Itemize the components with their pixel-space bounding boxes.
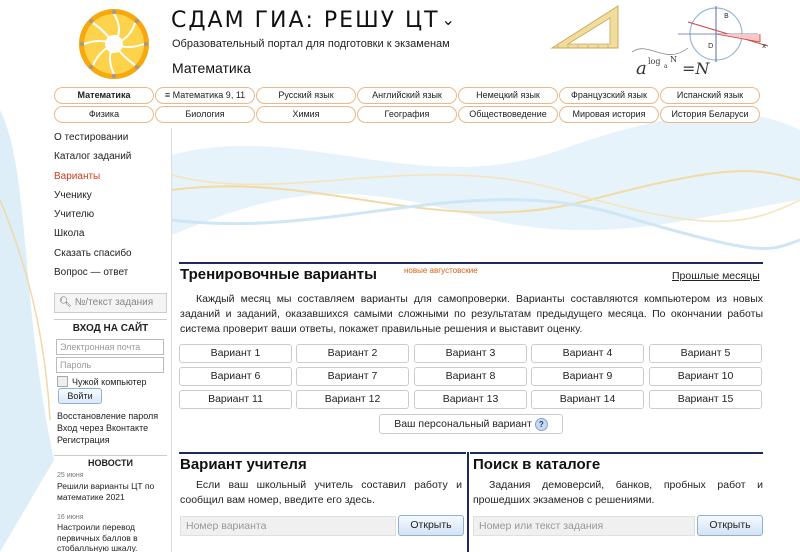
- svg-text:a: a: [636, 58, 647, 79]
- login-button[interactable]: Войти: [58, 388, 102, 404]
- login-heading: ВХОД НА САЙТ: [54, 319, 167, 337]
- open-catalog-button[interactable]: Открыть: [697, 515, 763, 536]
- sidebar-item-school[interactable]: Школа: [54, 228, 85, 240]
- register-link[interactable]: Регистрация: [57, 435, 110, 445]
- teacher-variant-title: Вариант учителя: [180, 456, 307, 473]
- tab-mathematics[interactable]: Математика: [54, 87, 154, 104]
- teacher-variant-text: Если ваш школьный учитель составил работу и сообщил вам номер, введите его здесь.: [180, 479, 462, 506]
- tab-french[interactable]: Французский язык: [559, 87, 659, 104]
- variant-button[interactable]: Вариант 6: [179, 367, 292, 386]
- checkbox[interactable]: [57, 376, 68, 387]
- site-logo-sun[interactable]: [74, 6, 154, 82]
- sidebar-item-about[interactable]: О тестировании: [54, 132, 129, 143]
- svg-text:x: x: [762, 42, 767, 50]
- section-rule: [179, 452, 466, 454]
- svg-text:=N: =N: [682, 59, 710, 78]
- tab-german[interactable]: Немецкий язык: [458, 87, 558, 104]
- variant-button[interactable]: Вариант 1: [179, 344, 292, 363]
- variant-button[interactable]: Вариант 4: [531, 344, 644, 363]
- tab-mathematics-9-11[interactable]: ≡ Математика 9, 11: [155, 87, 255, 104]
- variant-button[interactable]: Вариант 15: [649, 390, 762, 409]
- variant-button[interactable]: Вариант 13: [414, 390, 527, 409]
- svg-text:D: D: [708, 42, 714, 50]
- remember-checkbox-row[interactable]: Чужой компьютер: [57, 376, 147, 387]
- task-search-input[interactable]: 🔍︎ №/текст задания: [54, 293, 167, 313]
- sidebar-item-thanks[interactable]: Сказать спасибо: [54, 247, 132, 259]
- page-title: Тренировочные варианты: [180, 266, 377, 283]
- variant-button[interactable]: Вариант 10: [649, 367, 762, 386]
- tab-chemistry[interactable]: Химия: [256, 106, 356, 123]
- variant-number-input[interactable]: Номер варианта: [180, 516, 396, 536]
- help-icon[interactable]: ?: [535, 418, 548, 431]
- email-field[interactable]: Электронная почта: [56, 339, 164, 355]
- personal-variant-button[interactable]: Ваш персональный вариант ?: [379, 414, 563, 434]
- tab-geography[interactable]: География: [357, 106, 457, 123]
- new-badge: новые августовские: [404, 266, 478, 275]
- tab-physics[interactable]: Физика: [54, 106, 154, 123]
- catalog-search-text: Задания демоверсий, банков, пробных работ и прошедших экзаменов с решениями.: [473, 479, 763, 506]
- tab-spanish[interactable]: Испанский язык: [660, 87, 760, 104]
- restore-password-link[interactable]: Восстановление пароля: [57, 411, 159, 421]
- tab-english[interactable]: Английский язык: [357, 87, 457, 104]
- sidebar-item-faq[interactable]: Вопрос — ответ: [54, 267, 129, 279]
- news-heading: НОВОСТИ: [54, 455, 167, 469]
- password-field[interactable]: Пароль: [56, 357, 164, 373]
- site-title[interactable]: СДАМ ГИА: РЕШУ ЦТ ⌄: [171, 8, 455, 33]
- variant-button[interactable]: Вариант 2: [296, 344, 409, 363]
- section-rule: [179, 262, 763, 264]
- tab-russian[interactable]: Русский язык: [256, 87, 356, 104]
- catalog-search-input[interactable]: Номер или текст задания: [473, 516, 695, 536]
- variant-button[interactable]: Вариант 11: [179, 390, 292, 409]
- site-subtitle: Образовательный портал для подготовки к экзаменам: [172, 38, 450, 50]
- sidebar-item-student[interactable]: Ученику: [54, 189, 92, 201]
- variant-button[interactable]: Вариант 9: [531, 367, 644, 386]
- variant-button[interactable]: Вариант 7: [296, 367, 409, 386]
- sidebar-divider: [171, 128, 172, 552]
- section-rule: [470, 452, 763, 454]
- subject-title: Математика: [172, 60, 251, 76]
- menu-icon: ≡: [164, 90, 173, 100]
- intro-text: Каждый месяц мы составляем варианты для самопроверки. Варианты составляются компьютером из новых заданий и заданий, оказавшихся самыми сложными по результатам предыдущего месяца. По окончании работы система проверит ваши ответы, покажет правильные решения и выставит оценку.: [180, 293, 763, 335]
- tab-social-studies[interactable]: Обществоведение: [458, 106, 558, 123]
- news-date: 25 июня: [57, 472, 84, 479]
- tab-biology[interactable]: Биология: [155, 106, 255, 123]
- variant-button[interactable]: Вариант 12: [296, 390, 409, 409]
- svg-text:B: B: [724, 12, 729, 20]
- past-months-link[interactable]: Прошлые месяцы: [672, 270, 760, 282]
- tab-belarus-history[interactable]: История Беларуси: [660, 106, 760, 123]
- search-icon: 🔍︎: [59, 297, 72, 308]
- sidebar-item-teacher[interactable]: Учителю: [54, 209, 95, 221]
- sidebar-item-variants[interactable]: Варианты: [54, 170, 101, 182]
- variant-button[interactable]: Вариант 8: [414, 367, 527, 386]
- news-item[interactable]: Настроили перевод первичных баллов в стобалльную шкалу.: [57, 522, 138, 552]
- svg-text:a: a: [664, 63, 668, 70]
- open-variant-button[interactable]: Открыть: [398, 515, 464, 536]
- header-math-art-icon: [548, 2, 770, 82]
- vk-login-link[interactable]: Вход через Вконтакте: [57, 423, 149, 433]
- sidebar-nav: [54, 128, 172, 282]
- sidebar-item-catalog[interactable]: Каталог заданий: [54, 151, 132, 163]
- svg-text:N: N: [670, 55, 677, 64]
- chevron-down-icon[interactable]: ⌄: [441, 10, 455, 29]
- variant-button[interactable]: Вариант 5: [649, 344, 762, 363]
- variant-button[interactable]: Вариант 14: [531, 390, 644, 409]
- column-divider: [467, 452, 469, 552]
- news-date: 16 июня: [57, 514, 84, 521]
- news-item[interactable]: Решили варианты ЦТ по математике 2021: [57, 481, 155, 502]
- tab-world-history[interactable]: Мировая история: [559, 106, 659, 123]
- catalog-search-title: Поиск в каталоге: [473, 456, 601, 473]
- variant-button[interactable]: Вариант 3: [414, 344, 527, 363]
- svg-text:log: log: [648, 57, 661, 66]
